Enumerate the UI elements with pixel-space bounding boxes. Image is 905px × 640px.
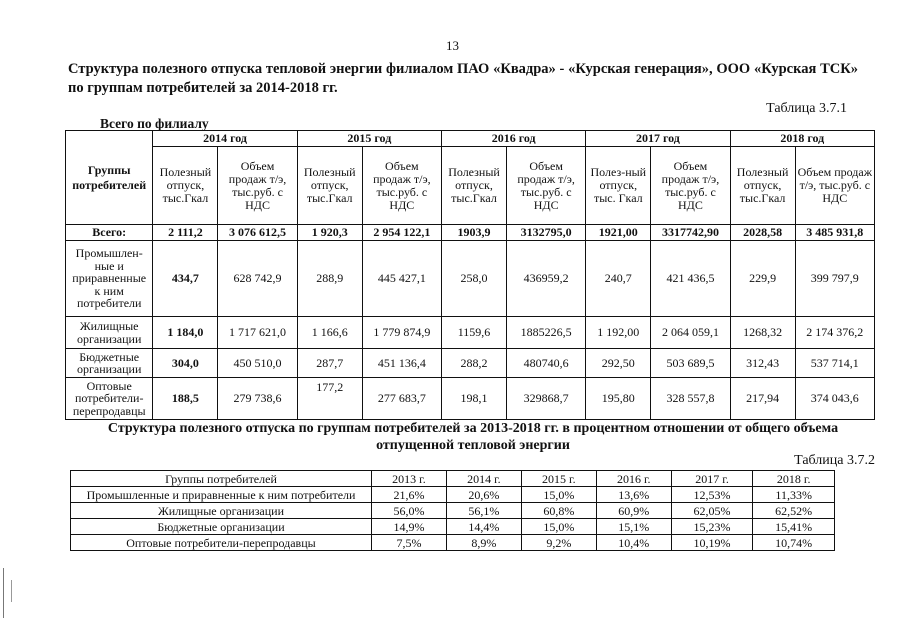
column-header: 2015 г. [521,471,596,487]
table-cell: 480740,6 [507,349,586,378]
table-cell: 288,2 [441,349,506,378]
table-cell: 15,23% [671,519,753,535]
table-cell: 399 797,9 [795,241,874,317]
table-cell: 15,0% [521,487,596,503]
table-cell: 56,1% [446,503,521,519]
table-cell: 288,9 [297,241,362,317]
table-cell: 1268,32 [730,317,795,349]
table-cell: 195,80 [586,378,651,420]
table-cell: 3132795,0 [507,225,586,241]
table-cell: 188,5 [153,378,218,420]
table-row [66,241,875,317]
row-label: Бюджетные организации [66,349,153,378]
group-column-header: Группы потребителей [66,131,153,225]
scan-margin-mark [3,568,4,618]
column-header: Объем продаж т/э, тыс.руб. с НДС [362,147,441,225]
table-cell: 374 043,6 [795,378,874,420]
table2-label: Таблица 3.7.2 [794,453,875,468]
table-cell: 1 184,0 [153,317,218,349]
row-label: Промышленные и приравненные к ним потребители [71,487,372,503]
table-cell: 9,2% [521,535,596,551]
table-cell: 328 557,8 [651,378,730,420]
table-cell: 537 714,1 [795,349,874,378]
year-header: 2017 год [586,131,730,147]
table-row [71,535,835,551]
table-row [71,519,835,535]
table-cell: 11,33% [753,487,835,503]
row-label: Жилищные организации [71,503,372,519]
column-header: 2017 г. [671,471,753,487]
table-row [66,349,875,378]
table-cell: 10,19% [671,535,753,551]
year-header: 2015 год [297,131,441,147]
column-header: Объем продаж т/э, тыс.руб. с НДС [795,147,874,225]
row-label: Всего: [66,225,153,241]
column-header: Объем продаж т/э, тыс.руб. с НДС [651,147,730,225]
table-cell: 450 510,0 [218,349,297,378]
table-cell: 2 111,2 [153,225,218,241]
column-header: Полезный отпуск, тыс.Гкал [153,147,218,225]
table-cell: 1159,6 [441,317,506,349]
table-cell: 240,7 [586,241,651,317]
column-header: 2016 г. [596,471,671,487]
table1-label: Таблица 3.7.1 [766,101,847,116]
table-cell: 3 485 931,8 [795,225,874,241]
table-cell: 628 742,9 [218,241,297,317]
table-cell: 1885226,5 [507,317,586,349]
table-row [66,378,875,420]
table-cell: 12,53% [671,487,753,503]
table-cell: 10,4% [596,535,671,551]
year-header: 2016 год [441,131,585,147]
table-cell: 329868,7 [507,378,586,420]
column-header: Полез-ный отпуск, тыс. Гкал [586,147,651,225]
table-cell: 1921,00 [586,225,651,241]
column-header: Объем продаж т/э, тыс.руб. с НДС [218,147,297,225]
table-cell: 14,9% [372,519,447,535]
table-cell: 1903,9 [441,225,506,241]
table-cell: 1 779 874,9 [362,317,441,349]
row-label: Оптовые потребители-перепродавцы [71,535,372,551]
table-cell: 436959,2 [507,241,586,317]
column-header: Полезный отпуск, тыс.Гкал [441,147,506,225]
row-label: Бюджетные организации [71,519,372,535]
row-label: Жилищные организации [66,317,153,349]
table-cell: 13,6% [596,487,671,503]
table-row [71,487,835,503]
year-header-row [66,131,875,147]
year-header: 2018 год [730,131,874,147]
table-cell: 2 954 122,1 [362,225,441,241]
table-cell: 7,5% [372,535,447,551]
table-cell: 15,41% [753,519,835,535]
table-cell: 1 920,3 [297,225,362,241]
table-cell: 217,94 [730,378,795,420]
table-cell: 2028,58 [730,225,795,241]
table-cell: 2 064 059,1 [651,317,730,349]
column-header: 2014 г. [446,471,521,487]
table-cell: 445 427,1 [362,241,441,317]
percentage-structure-table [70,470,835,551]
sales-structure-table [65,130,875,420]
table1-subheading: Всего по филиалу [100,116,209,131]
table-cell: 14,4% [446,519,521,535]
table-cell: 503 689,5 [651,349,730,378]
scan-margin-mark [11,580,12,602]
table-cell: 10,74% [753,535,835,551]
table2-title: Структура полезного отпуска по группам потребителей за 2013-2018 гг. в процентном отношении от общего объема отпущенной тепловой энергии [107,421,839,453]
table1-title: Структура полезного отпуска тепловой энергии филиалом ПАО «Квадра» - «Курская генерация», ООО «Курская ТСК» по группам потребителей за 2014-2018 гг. [68,61,858,96]
table-cell: 20,6% [446,487,521,503]
total-row [66,225,875,241]
table-cell: 277 683,7 [362,378,441,420]
table-cell: 434,7 [153,241,218,317]
column-header-row [66,147,875,225]
table-cell: 279 738,6 [218,378,297,420]
table-cell: 2 174 376,2 [795,317,874,349]
table-row [66,317,875,349]
table-cell: 60,8% [521,503,596,519]
table-cell: 1 717 621,0 [218,317,297,349]
table-cell: 3 076 612,5 [218,225,297,241]
column-header: Объем продаж т/э, тыс.руб. с НДС [507,147,586,225]
table-cell: 60,9% [596,503,671,519]
table-cell: 15,1% [596,519,671,535]
table-cell: 287,7 [297,349,362,378]
column-header: Полезный отпуск, тыс.Гкал [730,147,795,225]
table-cell: 15,0% [521,519,596,535]
table-cell: 21,6% [372,487,447,503]
table-cell: 292,50 [586,349,651,378]
table-cell: 304,0 [153,349,218,378]
table-cell: 62,52% [753,503,835,519]
table-cell: 1 166,6 [297,317,362,349]
table-cell: 56,0% [372,503,447,519]
row-label: Оптовые потребители-перепродавцы [66,378,153,420]
table-cell: 312,43 [730,349,795,378]
table-cell: 3317742,90 [651,225,730,241]
column-header: Полезный отпуск, тыс.Гкал [297,147,362,225]
table-row [71,503,835,519]
table-header-row [71,471,835,487]
row-label: Промышлен-ные и приравненные к ним потребители [66,241,153,317]
table-cell: 421 436,5 [651,241,730,317]
table-cell: 258,0 [441,241,506,317]
table-cell: 62,05% [671,503,753,519]
column-header: 2018 г. [753,471,835,487]
table-cell: 229,9 [730,241,795,317]
table-cell: 177,2 [297,378,362,420]
column-header: 2013 г. [372,471,447,487]
year-header: 2014 год [153,131,297,147]
column-header: Группы потребителей [71,471,372,487]
page-number: 13 [446,38,459,53]
table-cell: 198,1 [441,378,506,420]
table-cell: 8,9% [446,535,521,551]
table-cell: 1 192,00 [586,317,651,349]
table-cell: 451 136,4 [362,349,441,378]
